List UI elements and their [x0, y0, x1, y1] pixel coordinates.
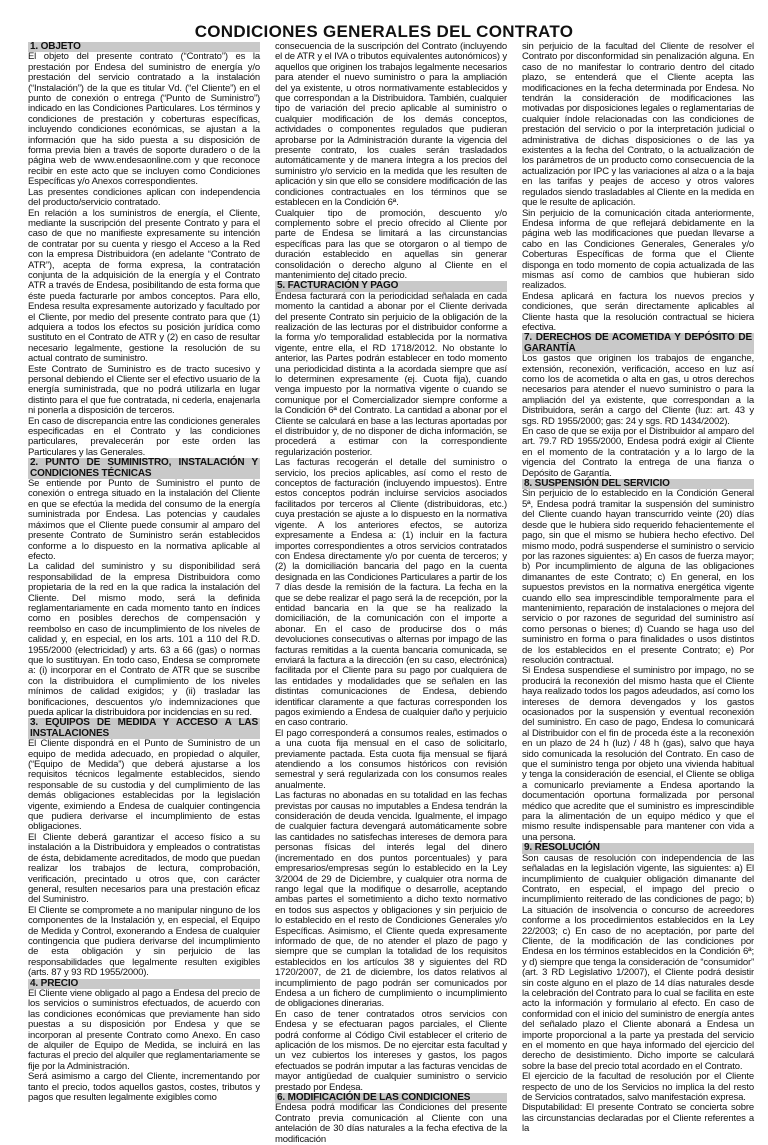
paragraph: Se entiende por Punto de Suministro el punto de conexión o entrega situado en la instalación del Cliente en que se efectúa la medida del consumo de la energía suministrada por Endesa. Las potencias y caudales máximos que el Cliente puede consumir al amparo del presente Contrato de Suministro serán establecidos conforme a lo dispuesto en la normativa aplicable al efecto. — [28, 478, 260, 562]
paragraph: Si Endesa suspendiese el suministro por impago, no se producirá la reconexión del mismo hasta que el Cliente haya realizado todos los pagos adeudados, así como los intereses de demora devengados y los gastos ocasionados por la suspensión y eventual reconexión del suministro. En caso de pago, Endesa lo comunicará al Distribuidor con el fin de proceda éste a la reconexión en un plazo de 24 h (luz) / 48 h (gas), salvo que haya sido comunicada la resolución del Contrato. En caso de que el suministro tenga por objeto una vivienda habitual y tenga la consideración de esencial, el Cliente se obliga a comunicarlo previamente a Endesa aportando la documentación oportuna formalizada por personal médico que acredite que el suministro es imprescindible para la alimentación de un equipo médico y que el mismo resulte indispensable para mantener con vida a una persona. — [522, 665, 754, 843]
paragraph: En caso de discrepancia entre las condiciones generales especificadas en el Contrato y las condiciones particulares, prevalecerán por este orden las Particulares y las Generales. — [28, 415, 260, 458]
paragraph: El pago corresponderá a consumos reales, estimados o a una cuota fija mensual en el caso de solicitarlo, previamente pactada. Esta cuota fija mensual se fijará atendiendo a los consumos históricos con revisión semestral y será regularizada con los consumos reales anualmente. — [275, 727, 507, 791]
section-heading: 5. FACTURACIÓN Y PAGO — [275, 281, 507, 291]
paragraph: Cualquier tipo de promoción, descuento y/o complemento sobre el precio ofrecido al Cliente por parte de Endesa se limitará a las circunstancias específicas para las que se otorgaron o al tiempo de duración establecido en aquellas sin generar consolidación o derecho alguno al Cliente en el mantenimiento del citado precio. — [275, 207, 507, 281]
paragraph: Endesa podrá modificar las Condiciones del presente Contrato previa comunicación al Cliente con una antelación de 30 días naturales a la fecha efectiva de la modificación — [275, 1102, 507, 1145]
paragraph: El objeto del presente contrato (“Contrato”) es la prestación por Endesa del suministro de energía y/o prestación del servicio contratado a la instalación (“Instalación”) de la que es titular Vd. (“el Cliente”) en el punto de conexión o entrega (“Punto de Suministro”) indicado en las Condiciones Particulares. Los términos y condiciones de prestación y coberturas específicas, incluyendo condiciones económicas, se ajustan a la información que ha sido puesta a su disposición de forma previa bien a través de soporte duradero o de la página web de www.endesaonline.com y que reconoce recibir en este acto que se incluyen como Condiciones Específicas y/o Anexos correspondientes. — [28, 51, 260, 188]
text-columns — [28, 41, 754, 1145]
section-heading: 6. MODIFICACIÓN DE LAS CONDICIONES — [275, 1093, 507, 1103]
document-title: CONDICIONES GENERALES DEL CONTRATO — [194, 22, 574, 41]
paragraph: El Cliente dispondrá en el Punto de Suministro de un equipo de medida adecuado, en propiedad o alquiler, (“Equipo de Medida”) que deberá ajustarse a los requisitos técnicos legalmente establecidos, siendo responsable de su custodia y del cumplimiento de las demás obligaciones establecidas por la legislación vigente, eximiendo a Endesa de cualquier contingencia que pudiera derivarse el incumplimiento de estas obligaciones. — [28, 738, 260, 833]
section-heading: 3. EQUIPOS DE MEDIDA Y ACCESO A LAS INSTALACIONES — [30, 717, 258, 739]
section-heading: 1. OBJETO — [28, 42, 260, 52]
section-heading: 4. PRECIO — [28, 979, 260, 989]
paragraph: La calidad del suministro y su disponibilidad será responsabilidad de la empresa Distribuidora como propietaria de la red en la que radica la instalación del Cliente. Del mismo modo, será la definida reglamentariamente en cada momento tanto en índices como en posibles derechos de compensación y reembolso en caso de incumplimiento de los niveles de calidad y, en especial, en los arts. 101 a 110 del R.D. 1955/2000 (electricidad) y arts. 63 a 66 (gas) o normas que lo sustituyan. En todo caso, Endesa se compromete a: (i) incorporar en el Contrato de ATR que se suscribe con la distribuidora el cumplimiento de los niveles mínimos de calidad exigidos; y (ii) trasladar las bonificaciones, descuentos y/o indemnizaciones que pueda aplicar la distribuidora por incidencias en su red. — [28, 561, 260, 718]
paragraph: Endesa aplicará en factura los nuevos precios y condiciones, que serán directamente aplicables al Cliente hasta que la resolución contractual se hiciera efectiva. — [522, 290, 754, 333]
paragraph: sin perjuicio de la facultad del Cliente de resolver el Contrato por disconformidad sin penalización alguna. En caso de no manifestar lo contrario dentro del citado plazo, se entenderá que el Cliente acepta las modificaciones en la fecha determinada por Endesa. No tendrán la consideración de modificaciones las motivadas por disposiciones legales o reglamentarias de cualquier índole relacionadas con las condiciones de prestación del servicio o por la interpretación judicial o administrativa de dichas disposiciones o de las ya existentes a la fecha del Contrato, o la actualización de los parámetros de un producto como consecuencia de la actualización por IPC y las variaciones al alza o a la baja en las tarifas y peajes de acceso y otros valores regulados siendo trasladables al Cliente en la medida en que le resulte de aplicación. — [522, 41, 754, 209]
paragraph: Las presentes condiciones aplican con independencia del producto/servicio contratado. — [28, 186, 260, 209]
section-heading: 8. SUSPENSIÓN DEL SERVICIO — [522, 479, 754, 489]
paragraph: Será asimismo a cargo del Cliente, incrementando por tanto el precio, todos aquellos gastos, costes, tributos y pagos que resulten legalmente exigibles como — [28, 1071, 260, 1104]
section-heading: 2. PUNTO DE SUMINISTRO, INSTALACIÓN Y CONDICIONES TÉCNICAS — [30, 457, 258, 479]
paragraph: Endesa facturará con la periodicidad señalada en cada momento la cantidad a abonar por el Cliente derivada del presente Contrato sin perjuicio de la obligación de la realización de las lecturas por el distribuidor conforme a la forma y/o temporalidad establecida por la normativa vigente, entre ella, el RD 1718/2012. No obstante lo anterior, las Partes podrán establecer en todo momento una periodicidad distinta a la acordada siempre que así lo determinen expresamente (ej. Cuota fija), cuando venga impuesto por la normativa vigente o cuando se comunique por el Comercializador siempre conforme a la Condición 6ª del Contrato. La cantidad a abonar por el Cliente se calculará en base a las lecturas aportadas por el distribuidor y, de no disponer de dicha información, se procederá a estimar con la correspondiente regularización posterior. — [275, 290, 507, 458]
paragraph: En caso de tener contratados otros servicios con Endesa y se efectuaran pagos parciales, el Cliente podrá conforme al Código Civil establecer el criterio de aplicación de los mismos. De no ejercitar esta facultad y un vez cubiertos los intereses y gastos, los pagos efectuados se podrán imputar a las facturas vencidas de mayor antigüedad de cualquier suministro o servicio prestado por Endesa. — [275, 1008, 507, 1093]
paragraph: Sin perjuicio de lo establecido en la Condición General 5ª, Endesa podrá tramitar la suspensión del suministro del Cliente cuando hayan transcurrido veinte (20) días desde que le hubiera sido requerido fehacientemente el pago, sin que el mismo se hubiera hecho efectivo. Del mismo modo, podrá suspenderse el suministro o servicio por las razones siguientes: a) En casos de fuerza mayor; b) Por incumplimiento de alguna de las obligaciones dimanantes de este Contrato; c) En general, en los supuestos previstos en la normativa energética vigente cuando ello sea imprescindible temporalmente para el mantenimiento, reparación de instalaciones o mejora del servicio o por razones de seguridad del suministro así como personas o bienes; d) Cuando se haga uso del suministro en forma o para finalidades o usos distintos de los establecidos en el presente Contrato; e) Por resolución contractual. — [522, 488, 754, 666]
paragraph: El ejercicio de la facultad de resolución por el Cliente respecto de uno de los Servicios no implica la del resto de Servicios contratados, salvo manifestación expresa. — [522, 1071, 754, 1104]
paragraph: consecuencia de la suscripción del Contrato (incluyendo el de ATR y el IVA o tributos equivalentes autonómicos) y aquellos que originen los trabajos legalmente necesarios para atender el nuevo suministro o para la ampliación del ya existente, u otros normativamente establecidos y que correspondan a la Distribuidora. También, cualquier tipo de variación del precio aplicable al suministro o cualquier modificación de los demás conceptos, actividades o componentes regulados que pudieran aprobarse por la Administración durante la vigencia del presente contrato, los cuales serán trasladados automáticamente y de manera íntegra a los precios del suministro y/o servicio en la medida que les resulten de aplicación y sin que ello se considere modificación de las condiciones contractuales en los términos que se establecen en la Condición 6ª. — [275, 41, 507, 209]
paragraph: En relación a los suministros de energía, el Cliente, mediante la suscripción del presente Contrato y para el caso de que no manifieste expresamente su intención de contratar por su cuenta y riesgo el Acceso a la Red con la empresa Distribuidora (en adelante “Contrato de ATR”), acepta de forma expresa, la contratación conjunta de la adquisición de la energía y el Contrato ATR a través de Endesa, posibilitando de esta forma que éste pueda facturarle por ambos conceptos. Para ello, Endesa resulta expresamente autorizado y facultado por el Cliente, por medio del presente contrato para que (1) adquiera a todos los efectos su posición jurídica como sustituto en el Contrato de ATR y (2) en caso de resultar necesario legalmente, gestione la resolución de su actual contrato de suministro. — [28, 207, 260, 365]
column-3 — [522, 41, 754, 1135]
paragraph: Disputabilidad: El presente Contrato se concierta sobre las circunstancias declaradas por el Cliente referentes a la — [522, 1102, 754, 1135]
column-1 — [28, 41, 260, 1104]
paragraph: Este Contrato de Suministro es de tracto sucesivo y personal debiendo el Cliente ser el efectivo usuario de la energía suministrada, que no podrá utilizarla en lugar distinto para el que fue contratada, ni cederla, enajenarla ni ponerla a disposición de terceros. — [28, 363, 260, 417]
paragraph: El Cliente se compromete a no manipular ninguno de los componentes de la Instalación y, en especial, el Equipo de Medida y Control, exonerando a Endesa de cualquier contingencia que pudiera derivarse del incumplimiento de esta obligación y sin perjuicio de las responsabilidades que legalmente resulten exigibles (arts. 87 y 93 RD 1955/2000). — [28, 904, 260, 979]
paragraph: Las facturas no abonadas en su totalidad en las fechas previstas por causas no imputables a Endesa tendrán la consideración de deuda vencida. Igualmente, el impago de cualquier factura devengará automáticamente sobre las cantidades no satisfechas intereses de demora para personas físicas del interés legal del dinero (incrementado en dos puntos porcentuales) y para empresarios/empresas según lo establecido en la Ley 3/2004 de 29 de Diciembre, y cualquier otra norma de rango legal que la modifique o desarrolle, aceptando ambas partes el sometimiento a dicho texto normativo en todos sus aspectos y obligaciones y sin perjuicio de lo establecido en el resto de Condiciones Generales y/o Específicas. Asimismo, el Cliente queda expresamente informado de que, de no atender el plazo de pago y siempre que se cumplan la totalidad de los requisitos establecidos en los artículos 38 y siguientes del RD 1720/2007, de 21 de diciembre, los datos relativos al incumplimiento de pago podrán ser comunicados por Endesa a un fichero de cumplimiento o incumplimiento de obligaciones dinerarias. — [275, 790, 507, 1010]
paragraph: Los gastos que originen los trabajos de enganche, extensión, reconexión, verificación, acceso en luz así como los de acometida o alta en gas, u otros derechos necesarios para atender el nuevo suministro o para la ampliación del ya existente, que correspondan a la Distribuidora, serán a cargo del Cliente (luz: art. 43 y sgs. RD 1955/2000; gas: 24 y sgs. RD 1434/2002). — [522, 353, 754, 427]
paragraph: El Cliente viene obligado al pago a Endesa del precio de los servicios o suministros efectuados, de acuerdo con las condiciones económicas que previamente han sido puestas a su disposición por Endesa y que se incorporan al presente Contrato como Anexo. En caso de alquiler de Equipo de Medida, se incluirá en las facturas el precio del alquiler que reglamentariamente se fije por la Administración. — [28, 987, 260, 1072]
column-2 — [275, 41, 507, 1145]
paragraph: En caso de que se exija por el Distribuidor al amparo del art. 79.7 RD 1955/2000, Endesa podrá exigir al Cliente en el momento de la contratación y a lo largo de la vigencia del Contrato la entrega de una fianza o Depósito de Garantía. — [522, 426, 754, 479]
section-heading: 9. RESOLUCIÓN — [522, 843, 754, 853]
paragraph: Sin perjuicio de la comunicación citada anteriormente, Endesa informa de que reflejará debidamente en la página web las modificaciones que puedan llevarse a cabo en las Condiciones Generales, Generales y/o Coberturas Específicas de forma que el Cliente disponga en todo momento de copia actualizada de las mismas así como de cambios que hubieran sido realizados. — [522, 207, 754, 292]
section-heading: 7. DERECHOS DE ACOMETIDA Y DEPÓSITO DE GARANTÍA — [524, 332, 752, 354]
paragraph: Las facturas recogerán el detalle del suministro o servicio, los precios aplicables, así como el resto de conceptos de facturación (incluyendo impuestos). Entre estos conceptos podrán incluirse servicios asociados facilitados por terceros al Cliente (distribuidoras, etc.) cuya prestación se ajuste a lo dispuesto en la normativa vigente. A los anteriores efectos, se autoriza expresamente a Endesa a: (1) incluir en la factura importes correspondientes a otros servicios contratados con Endesa directamente y/o por cuenta de terceros; y (2) la domiciliación bancaria del pago en la cuenta designada en las Condiciones Particulares a partir de los 7 días desde la remisión de la factura. La fecha en la que se debe realizar el pago será la de recepción, por la entidad bancaria en la que se ha realizado la domiciliación, de la comunicación con el importe a abonar. En el caso de producirse dos o más devoluciones consecutivas o alternas por impago de las facturas remitidas a la cuenta bancaria comunicada, se enviará la factura a la dirección (en su caso, electrónica) facilitada por el Cliente para su pago por cualquiera de las entidades y modalidades que se señalen en las distintas comunicaciones de Endesa, debiendo identificar claramente a que facturas corresponden los pagos eximiendo a Endesa de cualquier daño y perjuicio en caso contrario. — [275, 457, 507, 729]
paragraph: El Cliente deberá garantizar el acceso físico a su instalación a la Distribuidora y empleados o contratistas de ésta, debidamente acreditados, de modo que puedan realizar los trabajos de lectura, comprobación, verificación, precintado u otros que, con carácter general, resulten necesarios para una prestación eficaz del Suministro. — [28, 831, 260, 906]
paragraph: Son causas de resolución con independencia de las señaladas en la legislación vigente, las siguientes: a) El incumplimiento de cualquier obligación dimanante del Contrato, en especial, el impago del precio o incumplimiento reiterado de las condiciones de pago; b) La situación de insolvencia o concurso de acreedores conforme a los procedimientos establecidos en la Ley 22/2003; c) En caso de no aceptación, por parte del Cliente, de la modificación de las condiciones por Endesa en los términos establecidos en la Condición 6ª; y d) siempre que tenga la consideración de “consumidor” (art. 3 RD Legislativo 1/2007), el Cliente podrá desistir sin coste alguno en el plazo de 14 días naturales desde la celebración del Contrato para lo cual se facilita en este acto la información y formulario al efecto. En caso de conformidad con el inicio del suministro de energía antes del señalado plazo el Cliente abonará a Endesa un importe proporcional a la parte ya prestada del servicio en el momento en que haya informado del ejercicio del derecho de desistimiento. Dicho importe se calculará sobre la base del precio total acordado en el Contrato. — [522, 852, 754, 1072]
